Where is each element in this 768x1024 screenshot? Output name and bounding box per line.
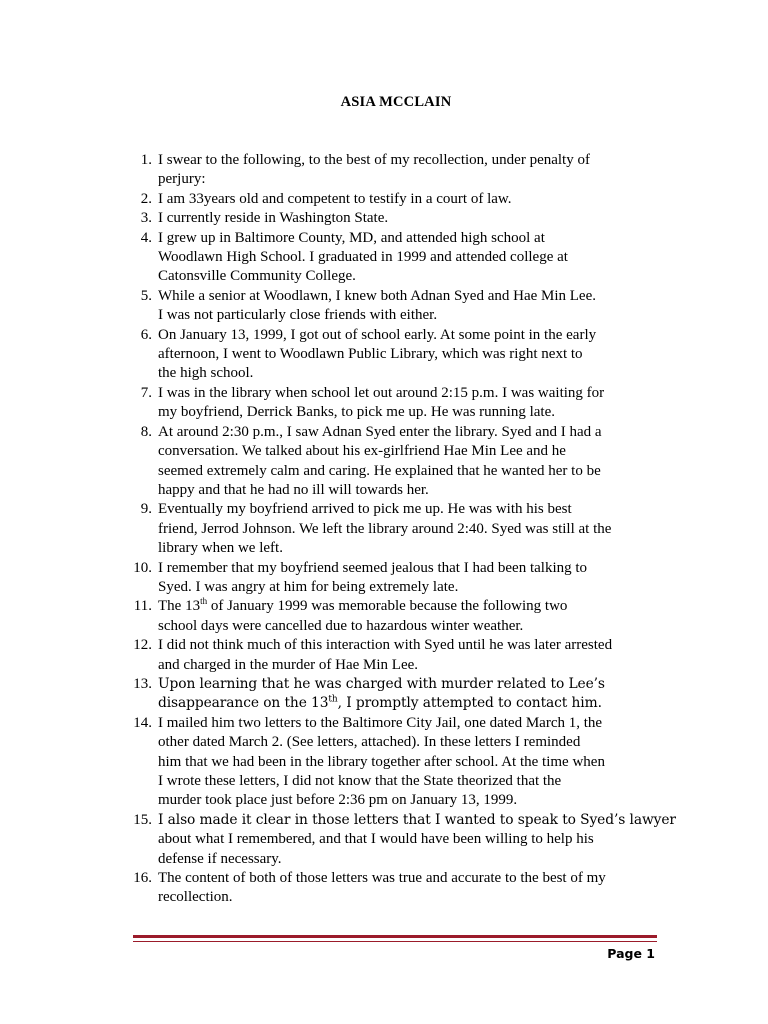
statement-item — [122, 423, 662, 501]
statement-number: 4. — [140, 229, 152, 246]
statement-line: perjury: — [158, 171, 206, 188]
statement-item — [122, 675, 662, 714]
statement-item — [122, 869, 662, 908]
statement-line: friend, Jerrod Johnson. We left the library around 2:40. Syed was still at the — [158, 520, 612, 537]
statement-number: 15. — [133, 811, 152, 828]
statement-line: seemed extremely calm and caring. He explained that he wanted her to be — [158, 462, 601, 479]
statement-line: I am 33years old and competent to testify in a court of law. — [158, 190, 512, 207]
statement-number: 12. — [133, 637, 152, 654]
statement-item — [122, 714, 662, 811]
statement-line: about what I remembered, and that I would have been willing to help his — [158, 831, 594, 848]
statement-line: The content of both of those letters was true and accurate to the best of my — [158, 870, 606, 887]
statement-line: Eventually my boyfriend arrived to pick me up. He was with his best — [158, 501, 572, 518]
statement-line: my boyfriend, Derrick Banks, to pick me up. He was running late. — [158, 404, 555, 421]
statement-line: The 13th of January 1999 was memorable because the following two — [158, 596, 568, 615]
statement-line: I was not particularly close friends with either. — [158, 307, 438, 324]
statement-number: 13. — [133, 675, 152, 692]
statement-line: library when we left. — [158, 540, 283, 557]
statement-line: defense if necessary. — [158, 850, 282, 867]
statement-number: 3. — [140, 210, 152, 227]
statement-line: At around 2:30 p.m., I saw Adnan Syed enter the library. Syed and I had a — [158, 423, 602, 440]
statement-number: 16. — [133, 870, 152, 887]
document-title: ASIA MCCLAIN — [340, 94, 452, 110]
statement-item — [122, 151, 662, 190]
page-number: Page 1 — [607, 946, 655, 961]
statement-number: 6. — [140, 326, 152, 343]
statement-line: I wrote these letters, I did not know that the State theorized that the — [158, 773, 562, 789]
statement-number: 8. — [140, 423, 152, 440]
statement-number: 5. — [140, 287, 152, 304]
statement-number: 11. — [133, 598, 152, 615]
statement-item — [122, 559, 662, 598]
statement-line: Syed. I was angry at him for being extremely late. — [158, 578, 459, 595]
statement-line: I grew up in Baltimore County, MD, and attended high school at — [158, 229, 545, 246]
statement-number: 14. — [133, 714, 152, 731]
statement-line: I was in the library when school let out around 2:15 p.m. I was waiting for — [158, 384, 605, 401]
statement-line: conversation. We talked about his ex-girlfriend Hae Min Lee and he — [158, 443, 566, 460]
statement-number: 2. — [140, 190, 152, 207]
statement-number: 9. — [140, 501, 152, 518]
statement-line: school days were cancelled due to hazardous winter weather. — [158, 617, 524, 634]
statement-item — [122, 597, 662, 636]
statement-line: the high school. — [158, 365, 254, 382]
statement-line: recollection. — [158, 889, 233, 906]
statement-line: Upon learning that he was charged with murder related to Lee’s — [158, 675, 605, 692]
statement-line: other dated March 2. (See letters, attached). In these letters I reminded — [158, 734, 581, 751]
statement-line: While a senior at Woodlawn, I knew both Adnan Syed and Hae Min Lee. — [158, 287, 596, 304]
statement-number: 7. — [140, 384, 152, 401]
statement-line: happy and that he had no ill will towards her. — [158, 481, 429, 498]
statement-item — [122, 229, 662, 287]
statement-line: Woodlawn High School. I graduated in 1999 and attended college at — [158, 249, 568, 266]
statement-line: afternoon, I went to Woodlawn Public Library, which was right next to — [158, 346, 583, 363]
footer-rule-thin — [133, 941, 657, 942]
statement-line: I swear to the following, to the best of my recollection, under penalty of — [158, 152, 590, 168]
statement-item — [122, 209, 662, 228]
statement-item — [122, 811, 676, 869]
statement-item — [122, 190, 662, 209]
statement-line: I remember that my boyfriend seemed jealous that I had been talking to — [158, 559, 588, 576]
statement-item — [122, 384, 662, 423]
statement-line: murder took place just before 2:36 pm on January 13, 1999. — [158, 792, 518, 809]
statement-line: Catonsville Community College. — [158, 268, 356, 285]
statement-number: 10. — [133, 559, 152, 576]
statement-line: I mailed him two letters to the Baltimore City Jail, one dated March 1, the — [158, 714, 603, 731]
statement-line: On January 13, 1999, I got out of school early. At some point in the early — [158, 326, 597, 343]
statement-list — [122, 151, 676, 908]
footer-rule-thick — [133, 935, 657, 938]
statement-line: disappearance on the 13th, I promptly attempted to contact him. — [158, 694, 602, 712]
statement-line: I currently reside in Washington State. — [158, 210, 389, 227]
statement-number: 1. — [140, 152, 152, 168]
statement-item — [122, 636, 662, 675]
statement-line: and charged in the murder of Hae Min Lee. — [158, 656, 419, 673]
statement-line: him that we had been in the library together after school. At the time when — [158, 753, 605, 770]
statement-item — [122, 500, 662, 558]
statement-line: I also made it clear in those letters that I wanted to speak to Syed’s lawyer — [158, 811, 676, 828]
statement-line: I did not think much of this interaction with Syed until he was later arrested — [158, 637, 613, 654]
statement-item — [122, 326, 662, 384]
statement-item — [122, 287, 662, 326]
